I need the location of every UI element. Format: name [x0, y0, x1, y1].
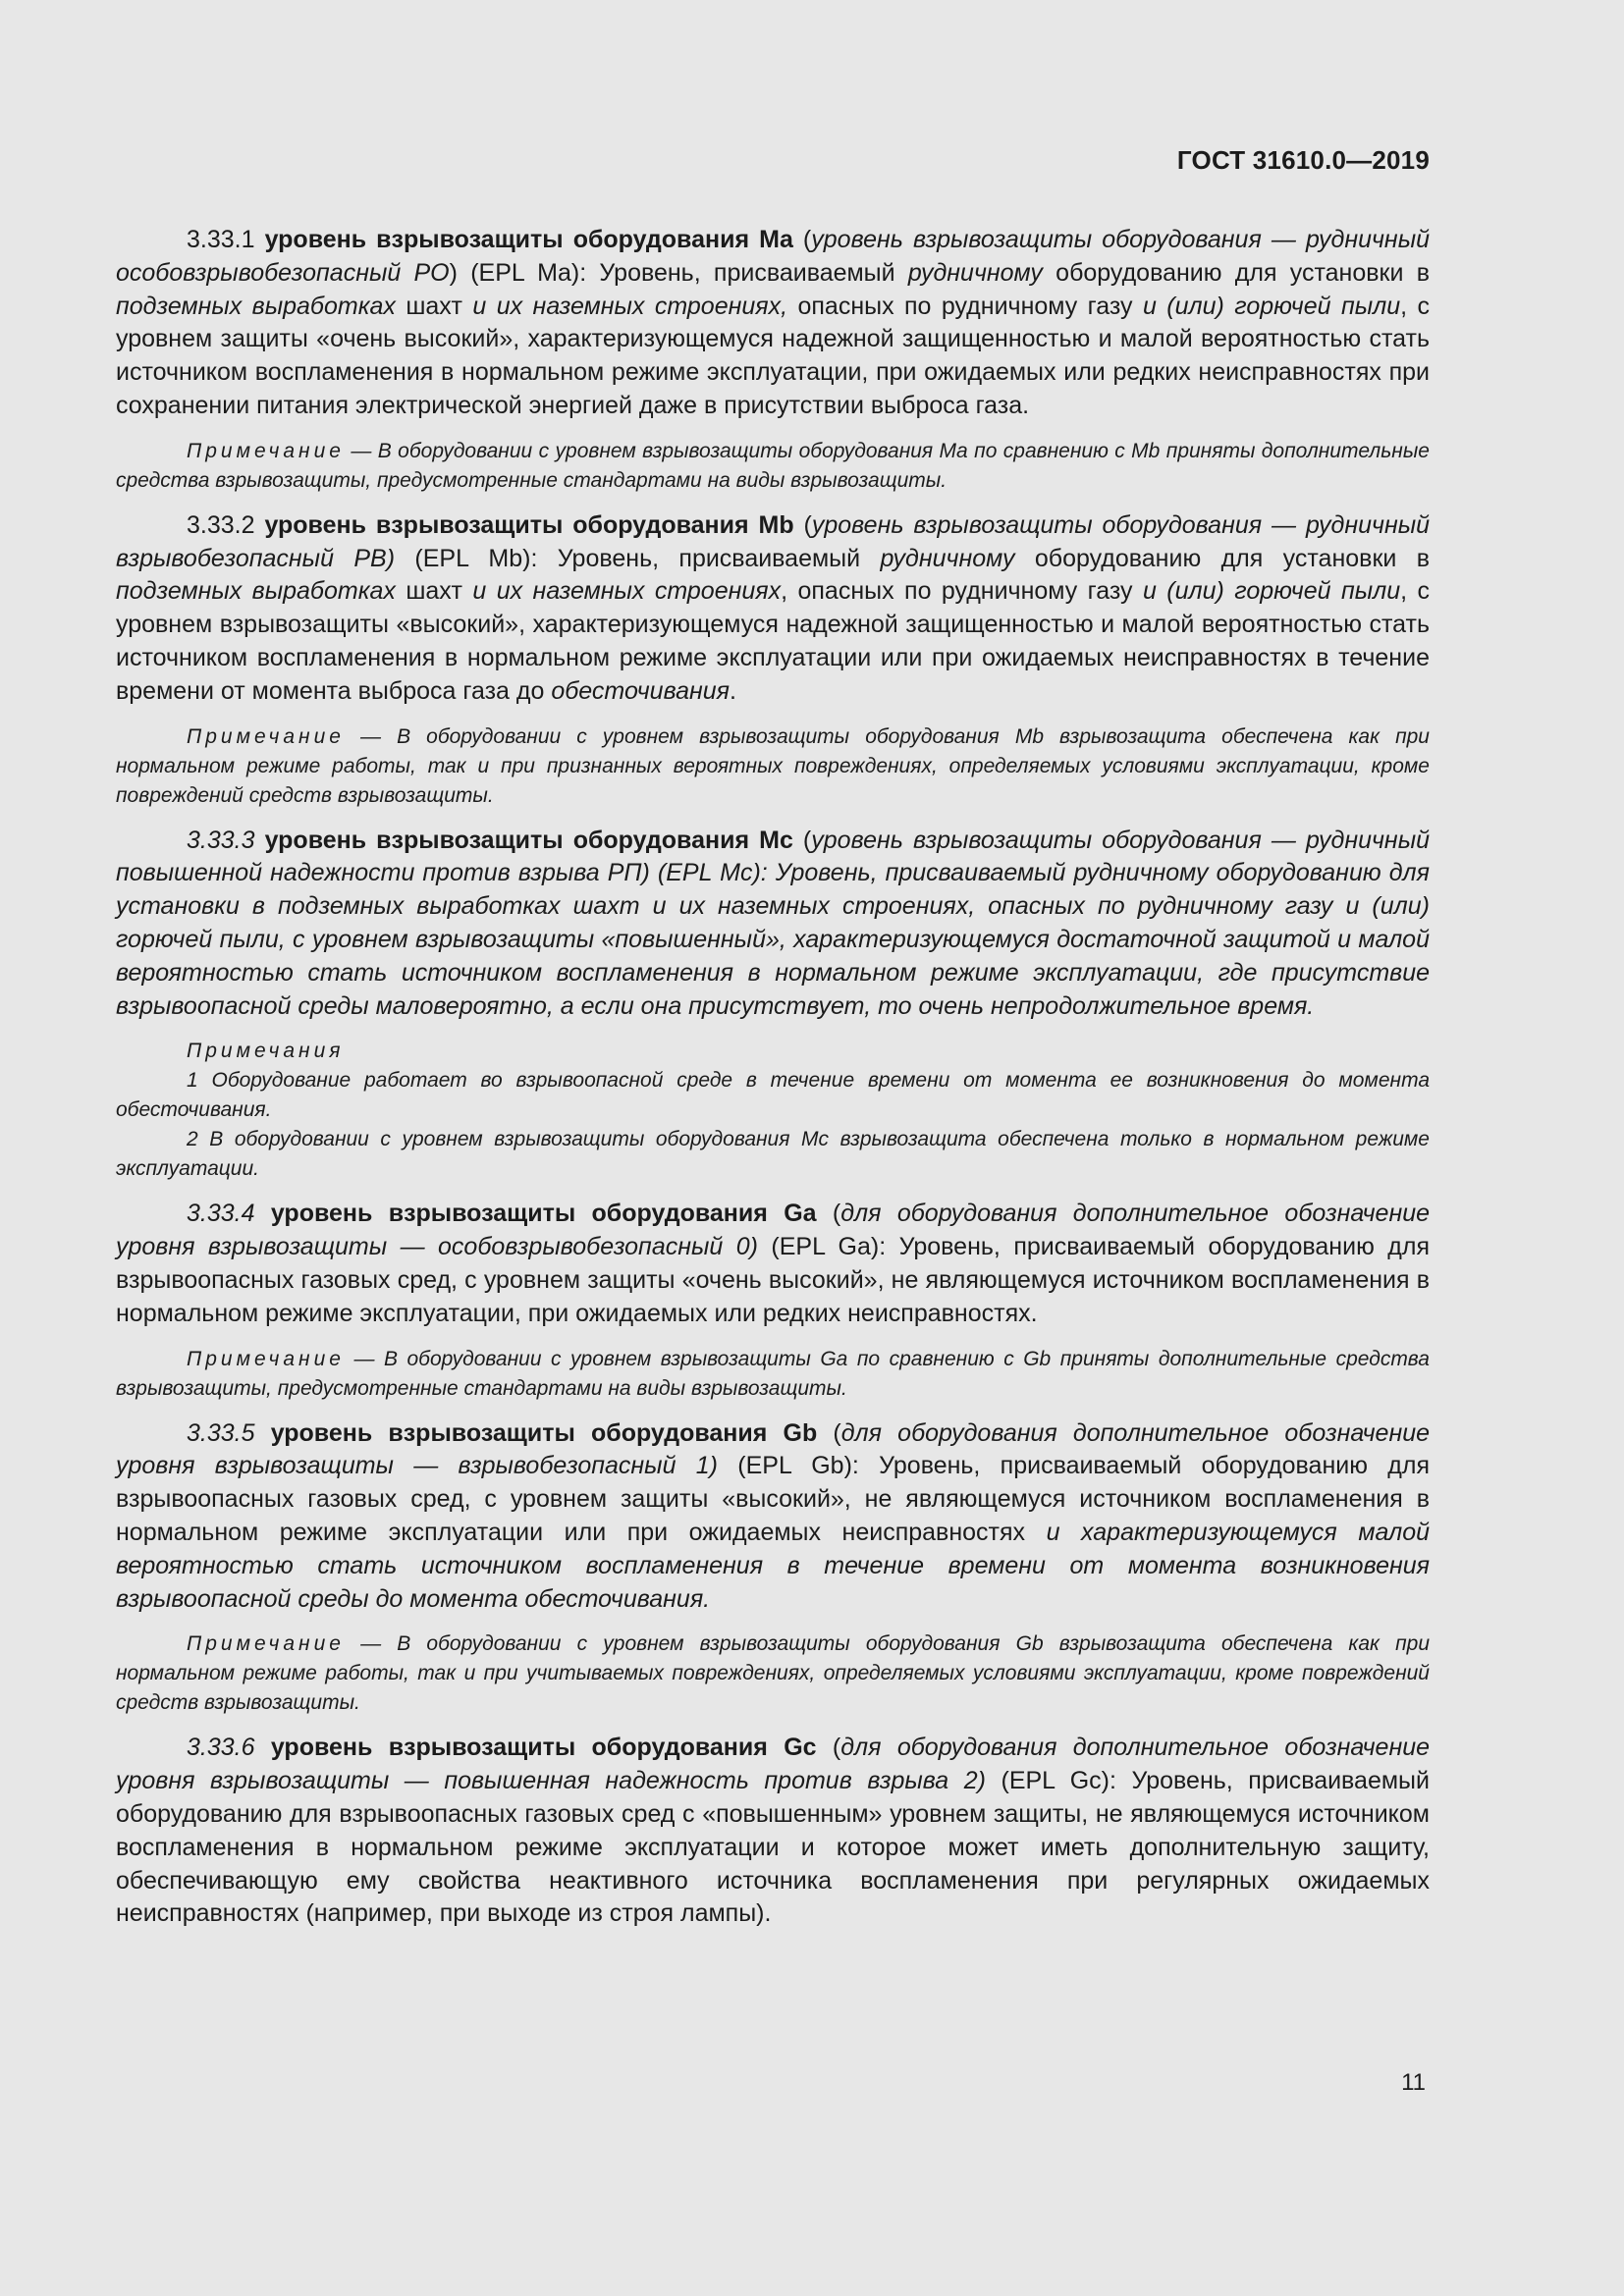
clause-term: уровень взрывозащиты оборудования Gb — [270, 1418, 818, 1447]
note-lead: Примечание — [187, 439, 345, 462]
page-number: 11 — [1401, 2069, 1426, 2096]
note-3-33-5: Примечание — В оборудовании с уровнем взрывозащиты оборудования Gb взрывозащита обеспечена как при нормальном режиме работы, так и при учитываемых повреждениях, определяемых условиями эксплуатации, кроме повреждений средств взрывозащиты. — [116, 1632, 1430, 1715]
clause-3-33-2: 3.33.2 уровень взрывозащиты оборудования Mb (уровень взрывозащиты оборудования — рудничный взрывобезопасный РВ) (EPL Mb): Уровень, присваиваемый рудничному оборудованию для установки в подземных выработках шахт и их наземных строениях, опасных по рудничному газу и (или) горючей пыли, с уровнем взрывозащиты «высокий», характеризующемуся надежной защищенностью и малой вероятностью стать источником воспламенения в нормальном режиме эксплуатации или при ожидаемых неисправностях в течение времени от момента выброса газа до обесточивания. — [116, 510, 1431, 705]
clause-term: уровень взрывозащиты оборудования Ma — [264, 226, 793, 253]
note-3-33-2: Примечание — В оборудовании с уровнем взрывозащиты оборудования Mb взрывозащита обеспечена как при нормальном режиме работы, так и при признанных вероятных повреждениях, определяемых условиями эксплуатации, кроме повреждений средств взрывозащиты. — [116, 724, 1430, 807]
note-lead: Примечание — [187, 724, 345, 748]
clause-number: 3.33.5 — [187, 1418, 271, 1447]
clause-term: уровень взрывозащиты оборудования Ga — [270, 1200, 817, 1228]
clause-number: 3.33.2 — [187, 510, 265, 539]
note-lead: Примечание — [187, 1347, 345, 1370]
notes-heading: Примечания — [187, 1040, 345, 1063]
note-item-2: 2 В оборудовании с уровнем взрывозащиты оборудования Mc взрывозащита обеспечена только в нормальном режиме эксплуатации. — [116, 1128, 1430, 1181]
clause-term: уровень взрывозащиты оборудования Mb — [264, 510, 794, 539]
clause-term: уровень взрывозащиты оборудования Mc — [264, 826, 793, 854]
notes-3-33-3 — [116, 1037, 1430, 1184]
document-body — [116, 224, 1430, 1945]
note-lead: Примечание — [187, 1632, 345, 1656]
clause-number: 3.33.4 — [187, 1200, 271, 1228]
clause-3-33-3: 3.33.3 уровень взрывозащиты оборудования Mc (уровень взрывозащиты оборудования — рудничный повышенной надежности против взрыва РП) (EPL Mc): Уровень, присваиваемый рудничному оборудованию для установки в подземных выработках шахт и их наземных строениях, опасных по рудничному газу и (или) горючей пыли, с уровнем взрывозащиты «повышенный», характеризующемуся достаточной защитой и малой вероятностью стать источником воспламенения в нормальном режиме эксплуатации, где присутствие взрывоопасной среды маловероятно, а если она присутствует, то очень непродолжительное время. — [116, 826, 1430, 1020]
note-3-33-4: Примечание — В оборудовании с уровнем взрывозащиты Ga по сравнению с Gb приняты дополнительные средства взрывозащиты, предусмотренные стандартами на виды взрывозащиты. — [116, 1347, 1430, 1400]
note-3-33-1: Примечание — В оборудовании с уровнем взрывозащиты оборудования Ma по сравнению с Mb приняты дополнительные средства взрывозащиты, предусмотренные стандартами на виды взрывозащиты. — [116, 439, 1430, 492]
clause-term: уровень взрывозащиты оборудования Gc — [270, 1734, 817, 1762]
clause-3-33-6: 3.33.6 уровень взрывозащиты оборудования Gc (для оборудования дополнительное обозначение уровня взрывозащиты — повышенная надежность против взрыва 2) (EPL Gc): Уровень, присваиваемый оборудованию для взрывоопасных газовых сред с «повышенным» уровнем защиты, не являющемуся источником воспламенения в нормальном режиме эксплуатации и которое может иметь дополнительную защиту, обеспечивающую ему свойства неактивного источника воспламенения при регулярных ожидаемых неисправностях (например, при выходе из строя лампы). — [116, 1734, 1431, 1928]
clause-3-33-5: 3.33.5 уровень взрывозащиты оборудования Gb (для оборудования дополнительное обозначение уровня взрывозащиты — взрывобезопасный 1) (EPL Gb): Уровень, присваиваемый оборудованию для взрывоопасных газовых сред, с уровнем защиты «высокий», не являющемуся источником воспламенения в нормальном режиме эксплуатации или при ожидаемых неисправностях и характеризующемуся малой вероятностью стать источником воспламенения в течение времени от момента возникновения взрывоопасной среды до момента обесточивания. — [116, 1418, 1431, 1613]
clause-3-33-1: 3.33.1 уровень взрывозащиты оборудования Ma (уровень взрывозащиты оборудования — рудничный особовзрывобезопасный РО) (EPL Ma): Уровень, присваиваемый рудничному оборудованию для установки в подземных выработках шахт и их наземных строениях, опасных по рудничному газу и (или) горючей пыли, с уровнем защиты «очень высокий», характеризующемуся надежной защищенностью и малой вероятностью стать источником воспламенения в нормальном режиме эксплуатации, при ожидаемых или редких неисправностях при сохранении питания электрической энергией даже в присутствии выброса газа. — [116, 226, 1431, 419]
clause-number: 3.33.1 — [187, 226, 265, 253]
note-item-1: 1 Оборудование работает во взрывоопасной среде в течение времени от момента ее возникновения до момента обесточивания. — [116, 1069, 1430, 1122]
clause-number: 3.33.6 — [187, 1734, 271, 1762]
clause-3-33-4: 3.33.4 уровень взрывозащиты оборудования Ga (для оборудования дополнительное обозначение уровня взрывозащиты — особовзрывобезопасный 0) (EPL Ga): Уровень, присваиваемый оборудованию для взрывоопасных газовых сред, с уровнем защиты «очень высокий», не являющемуся источником воспламенения в нормальном режиме эксплуатации, при ожидаемых или редких неисправностях. — [116, 1200, 1431, 1327]
clause-number: 3.33.3 — [187, 826, 265, 854]
standard-header: ГОСТ 31610.0—2019 — [1176, 145, 1430, 175]
